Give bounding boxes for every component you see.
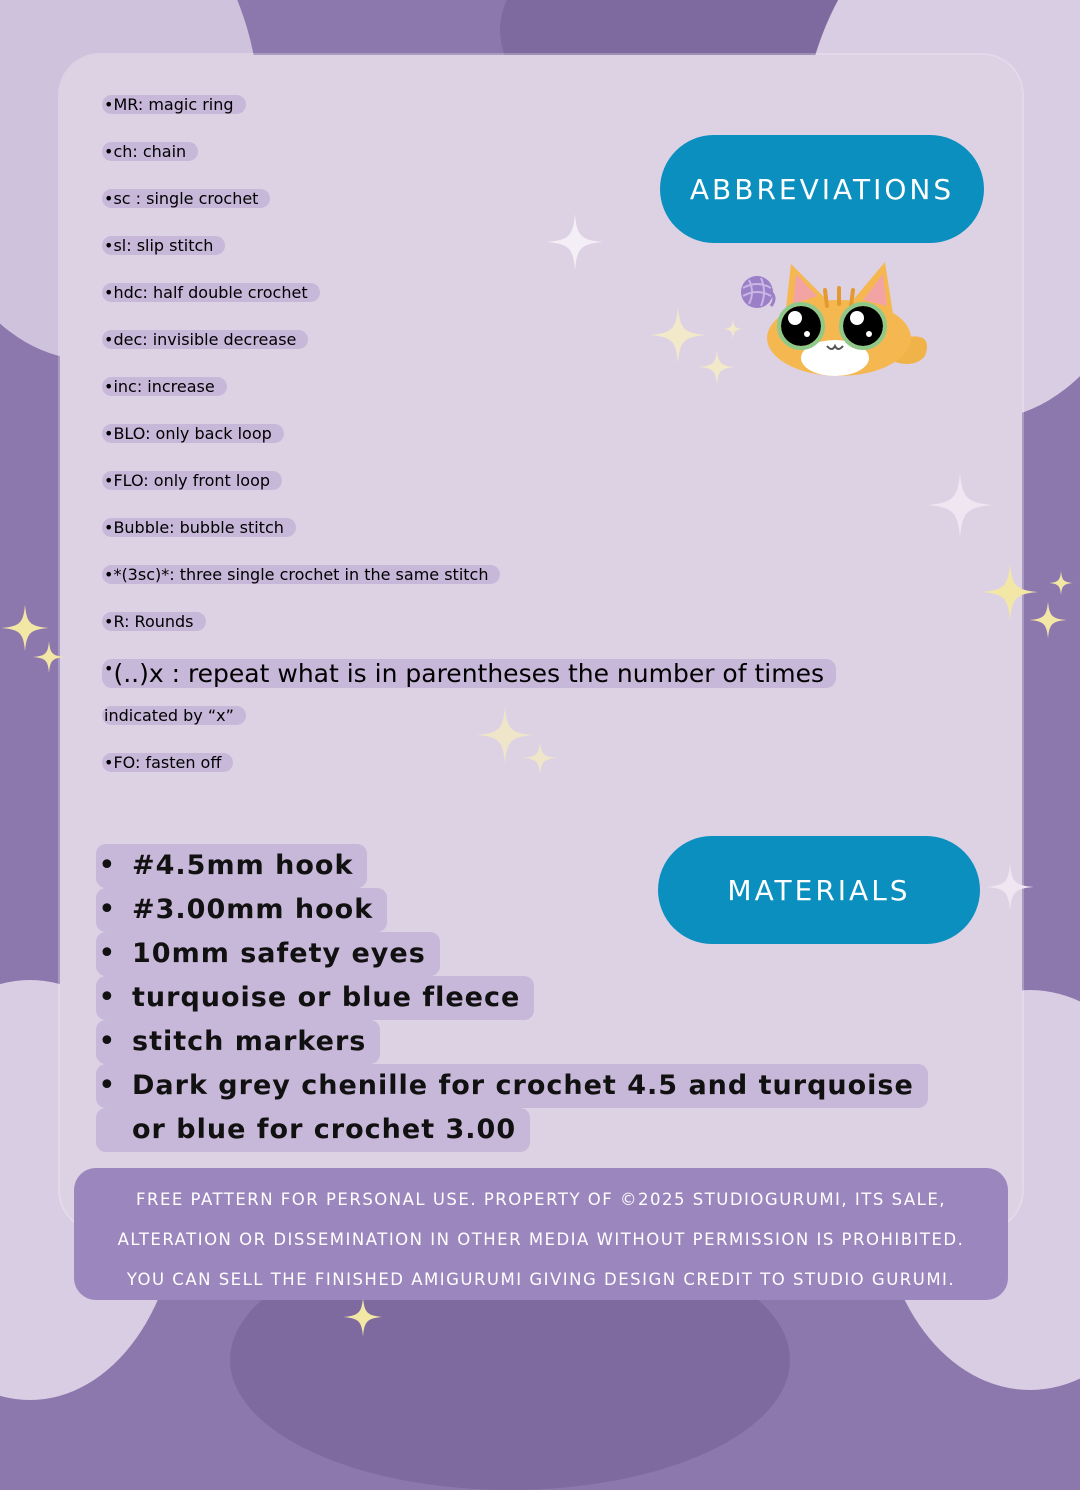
- list-item: [102, 95, 836, 142]
- list-item: [96, 976, 928, 1020]
- copyright-notice: [74, 1168, 1008, 1300]
- bullet: •: [98, 1068, 116, 1103]
- bullet: •: [104, 283, 114, 302]
- list-item: [102, 142, 836, 189]
- abbreviation-3sc: *(3sc)*: three single crochet in the same stitch: [113, 565, 489, 584]
- list-item: [102, 565, 836, 612]
- material-hook-45: #4.5mm hook: [132, 850, 354, 881]
- bullet: •: [104, 377, 114, 396]
- list-item: [102, 753, 836, 800]
- list-item: [102, 659, 836, 706]
- bullet: •: [104, 95, 114, 114]
- abbreviation-bubble: Bubble: bubble stitch: [113, 518, 284, 537]
- material-safety-eyes: 10mm safety eyes: [132, 938, 426, 969]
- abbreviation-repeat-continued: indicated by “x”: [104, 706, 234, 725]
- bullet: •: [98, 936, 116, 971]
- list-item: [96, 1064, 928, 1108]
- list-item: [102, 424, 836, 471]
- materials-list: [96, 844, 928, 1152]
- bullet: •: [104, 424, 114, 443]
- bullet: •: [104, 565, 114, 584]
- list-item-continuation: [102, 706, 836, 753]
- list-item: [102, 189, 836, 236]
- copyright-line-2: ALTERATION OR DISSEMINATION IN OTHER MEDIA WITHOUT PERMISSION IS PROHIBITED.: [117, 1230, 965, 1249]
- abbreviation-blo: BLO: only back loop: [113, 424, 272, 443]
- abbreviation-flo: FLO: only front loop: [113, 471, 271, 490]
- list-item: [102, 330, 836, 377]
- bullet: •: [104, 189, 114, 208]
- sparkle-icon: [985, 862, 1035, 912]
- list-item: [96, 1020, 928, 1064]
- copyright-line-1: FREE PATTERN FOR PERSONAL USE. PROPERTY OF ©2025 STUDIOGURUMI, ITS SALE,: [136, 1190, 946, 1209]
- bullet: •: [98, 848, 116, 883]
- list-item: [96, 932, 928, 976]
- copyright-line-3: YOU CAN SELL THE FINISHED AMIGURUMI GIVING DESIGN CREDIT TO STUDIO GURUMI.: [126, 1270, 956, 1289]
- materials-title-text: MATERIALS: [727, 873, 911, 907]
- bullet: •: [104, 659, 114, 678]
- bullet: •: [104, 518, 114, 537]
- list-item: [102, 518, 836, 565]
- material-chenille-continued: or blue for crochet 3.00: [132, 1114, 517, 1145]
- sparkle-icon: [1028, 600, 1068, 640]
- list-item: [102, 471, 836, 518]
- bullet: •: [98, 1024, 116, 1059]
- sparkle-icon: [342, 1296, 384, 1338]
- abbreviations-list: [102, 95, 836, 800]
- abbreviation-inc: inc: increase: [113, 377, 215, 396]
- abbreviation-repeat: (..)x : repeat what is in parentheses the number of times: [113, 659, 824, 688]
- list-item: [102, 236, 836, 283]
- bullet: •: [104, 142, 114, 161]
- bullet: •: [104, 236, 114, 255]
- bullet: •: [98, 980, 116, 1015]
- sparkle-icon: [32, 640, 66, 674]
- bullet: •: [104, 753, 114, 772]
- abbreviation-fo: FO: fasten off: [113, 753, 222, 772]
- abbreviation-r: R: Rounds: [113, 612, 194, 631]
- sparkle-icon: [1048, 570, 1074, 596]
- bullet: •: [104, 330, 114, 349]
- list-item: [96, 844, 928, 888]
- material-stitch-markers: stitch markers: [132, 1026, 367, 1057]
- abbreviation-ch: ch: chain: [113, 142, 187, 161]
- bullet: •: [104, 471, 114, 490]
- abbreviation-sl: sl: slip stitch: [113, 236, 214, 255]
- bullet: •: [98, 892, 116, 927]
- list-item: [102, 377, 836, 424]
- material-chenille: Dark grey chenille for crochet 4.5 and turquoise: [132, 1070, 914, 1101]
- list-item-continuation: [96, 1108, 928, 1152]
- list-item: [102, 612, 836, 659]
- abbreviation-dec: dec: invisible decrease: [113, 330, 297, 349]
- list-item: [102, 283, 836, 330]
- abbreviation-mr: MR: magic ring: [113, 95, 234, 114]
- material-hook-300: #3.00mm hook: [132, 894, 374, 925]
- sparkle-icon: [925, 470, 995, 540]
- abbreviations-title-text: ABBREVIATIONS: [689, 172, 955, 206]
- list-item: [96, 888, 928, 932]
- bullet: •: [104, 612, 114, 631]
- material-fleece: turquoise or blue fleece: [132, 982, 521, 1013]
- abbreviation-hdc: hdc: half double crochet: [113, 283, 308, 302]
- abbreviation-sc: sc : single crochet: [113, 189, 259, 208]
